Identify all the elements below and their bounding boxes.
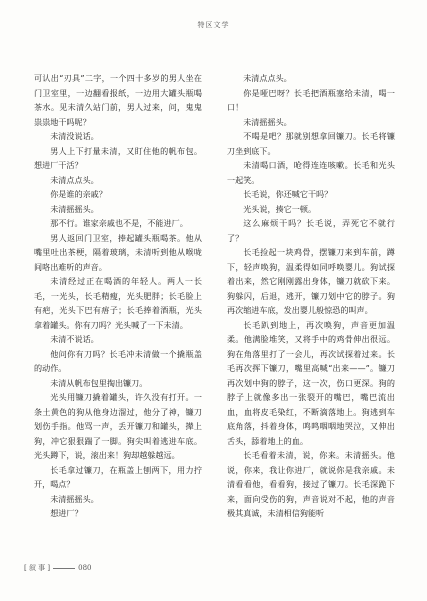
paragraph: 未清摇摇头。 — [50, 493, 99, 504]
paragraph: 未清点点头。 — [50, 174, 99, 185]
paragraph: 未清不说话。 — [50, 334, 99, 344]
paragraph: 这么麻烦干吗？长毛说，弄死它不就行了？ — [227, 218, 395, 243]
paragraph: 未清没说话。 — [50, 131, 99, 141]
paragraph: 长毛趴到地上，再次唤狗，声音更加温柔。他满脸堆笑，又将手中的鸡骨伸出很远。狗在角落里打了一会儿，再次试探着过来。长毛再次挥下镰刀，嘴里高喊“出来——”。镰刀再次划中狗的脖子，这一次，伤口更深。狗的脖子上就像多出一张裂开的嘴巴，嘴巴流出血，血将皮毛染红，不断滴落地上。狗逃到车底角落，抖着身体，鸣鸣咽咽地哭泣，又伸出舌头，舔着地上的血。 — [227, 319, 395, 446]
paragraph: 可认出“刃具”二字，一个四十多岁的男人坐在门卫室里，一边翻看报纸，一边用大罐头瓶喝茶水。见未清久站门前，男人过来，问，鬼鬼祟祟地干吗呢？ — [34, 73, 202, 127]
paragraph: 光头用镰刀撬着罐头，许久没有打开。一条土黄色的狗从他身边溜过，他分了神，镰刀划伤手指。他骂一声，丢开镰刀和罐头，撵上狗，冲它狠狠踹了一脚。狗尖叫着逃进车底。光头蹲下，说，滚出来！狗却越躲越远。 — [34, 392, 202, 460]
paragraph: 不喝是吧？那就别想拿回镰刀。长毛将镰刀坐到底下。 — [227, 131, 395, 156]
paragraph: 他问你有刀吗？长毛冲未清做一个撬瓶盖的动作。 — [34, 348, 202, 373]
left-text-column — [34, 71, 202, 521]
paragraph: 未清喝口酒，呛得连连咳嗽。长毛和光头一起笑。 — [227, 160, 395, 185]
paragraph: 光头说，揍它一顿。 — [243, 203, 317, 214]
paragraph: 男人返回门卫室，捧起罐头瓶喝茶。他从嘴里吐出茶梗，隔着玻璃，未清听到他从喉咙间咯出难听的声音。 — [34, 232, 202, 272]
paragraph: 未清摇摇头。 — [50, 203, 99, 214]
paragraph: 男人上下打量未清，又盯住他的帆布包。想进厂干活？ — [34, 145, 202, 170]
right-text-column — [227, 71, 395, 521]
paragraph: 未清从帆布包里掏出镰刀。 — [50, 377, 148, 388]
paragraph: 想进厂？ — [50, 508, 83, 518]
paragraph: 未清经过正在喝酒的年轻人。两人一长毛，一光头，长毛精瘦，光头肥胖；长毛脸上有疤，光头下巴有痦子；长毛捧着酒瓶，光头拿着罐头。你有刀吗？光头喊了一下未清。 — [34, 276, 202, 330]
paragraph: 长毛看着未清，说，你来。未清摇头。他说，你来，我让你进厂，就说你是我亲戚。未清看看他，看看狗，接过了镰刀。长毛深跪下来，面向受伤的狗，声音说对不起，他的声音极其真诚，未清相信狗能听 — [227, 450, 395, 518]
section-label: [ 叙 事 ] — [24, 564, 51, 572]
paragraph: 未清摇摇头。 — [243, 116, 292, 127]
page-footer — [24, 563, 92, 573]
footer-rule — [53, 568, 75, 569]
paragraph: 长毛拿过镰刀，在瓶盖上刨两下，用力拧开，喝点？ — [34, 464, 202, 489]
paragraph: 那不行。谁家亲戚也不是，不能进厂。 — [50, 218, 188, 228]
paragraph: 长毛说，你还喊它干吗？ — [243, 189, 333, 199]
paragraph: 长毛捡起一块鸡骨，摆镰刀来到车前，蹲下，轻声唤狗，温柔得如同呼唤婴儿。狗试探着出来，然它刚刚露出身体，镰刀就砍下来。狗躲闪，后退，逃开，镰刀划中它的脖子。狗再次缩进车底，发出婴儿般惊恐的叫声。 — [227, 247, 395, 315]
paragraph: 你是谁的亲戚？ — [50, 189, 107, 199]
page-header: 特区文学 — [197, 21, 230, 29]
paragraph: 你是哑巴呀？长毛把酒瓶塞给未清，喝一口！ — [227, 87, 395, 112]
paragraph: 未清点点头。 — [243, 73, 292, 83]
page-number: 080 — [78, 564, 92, 572]
